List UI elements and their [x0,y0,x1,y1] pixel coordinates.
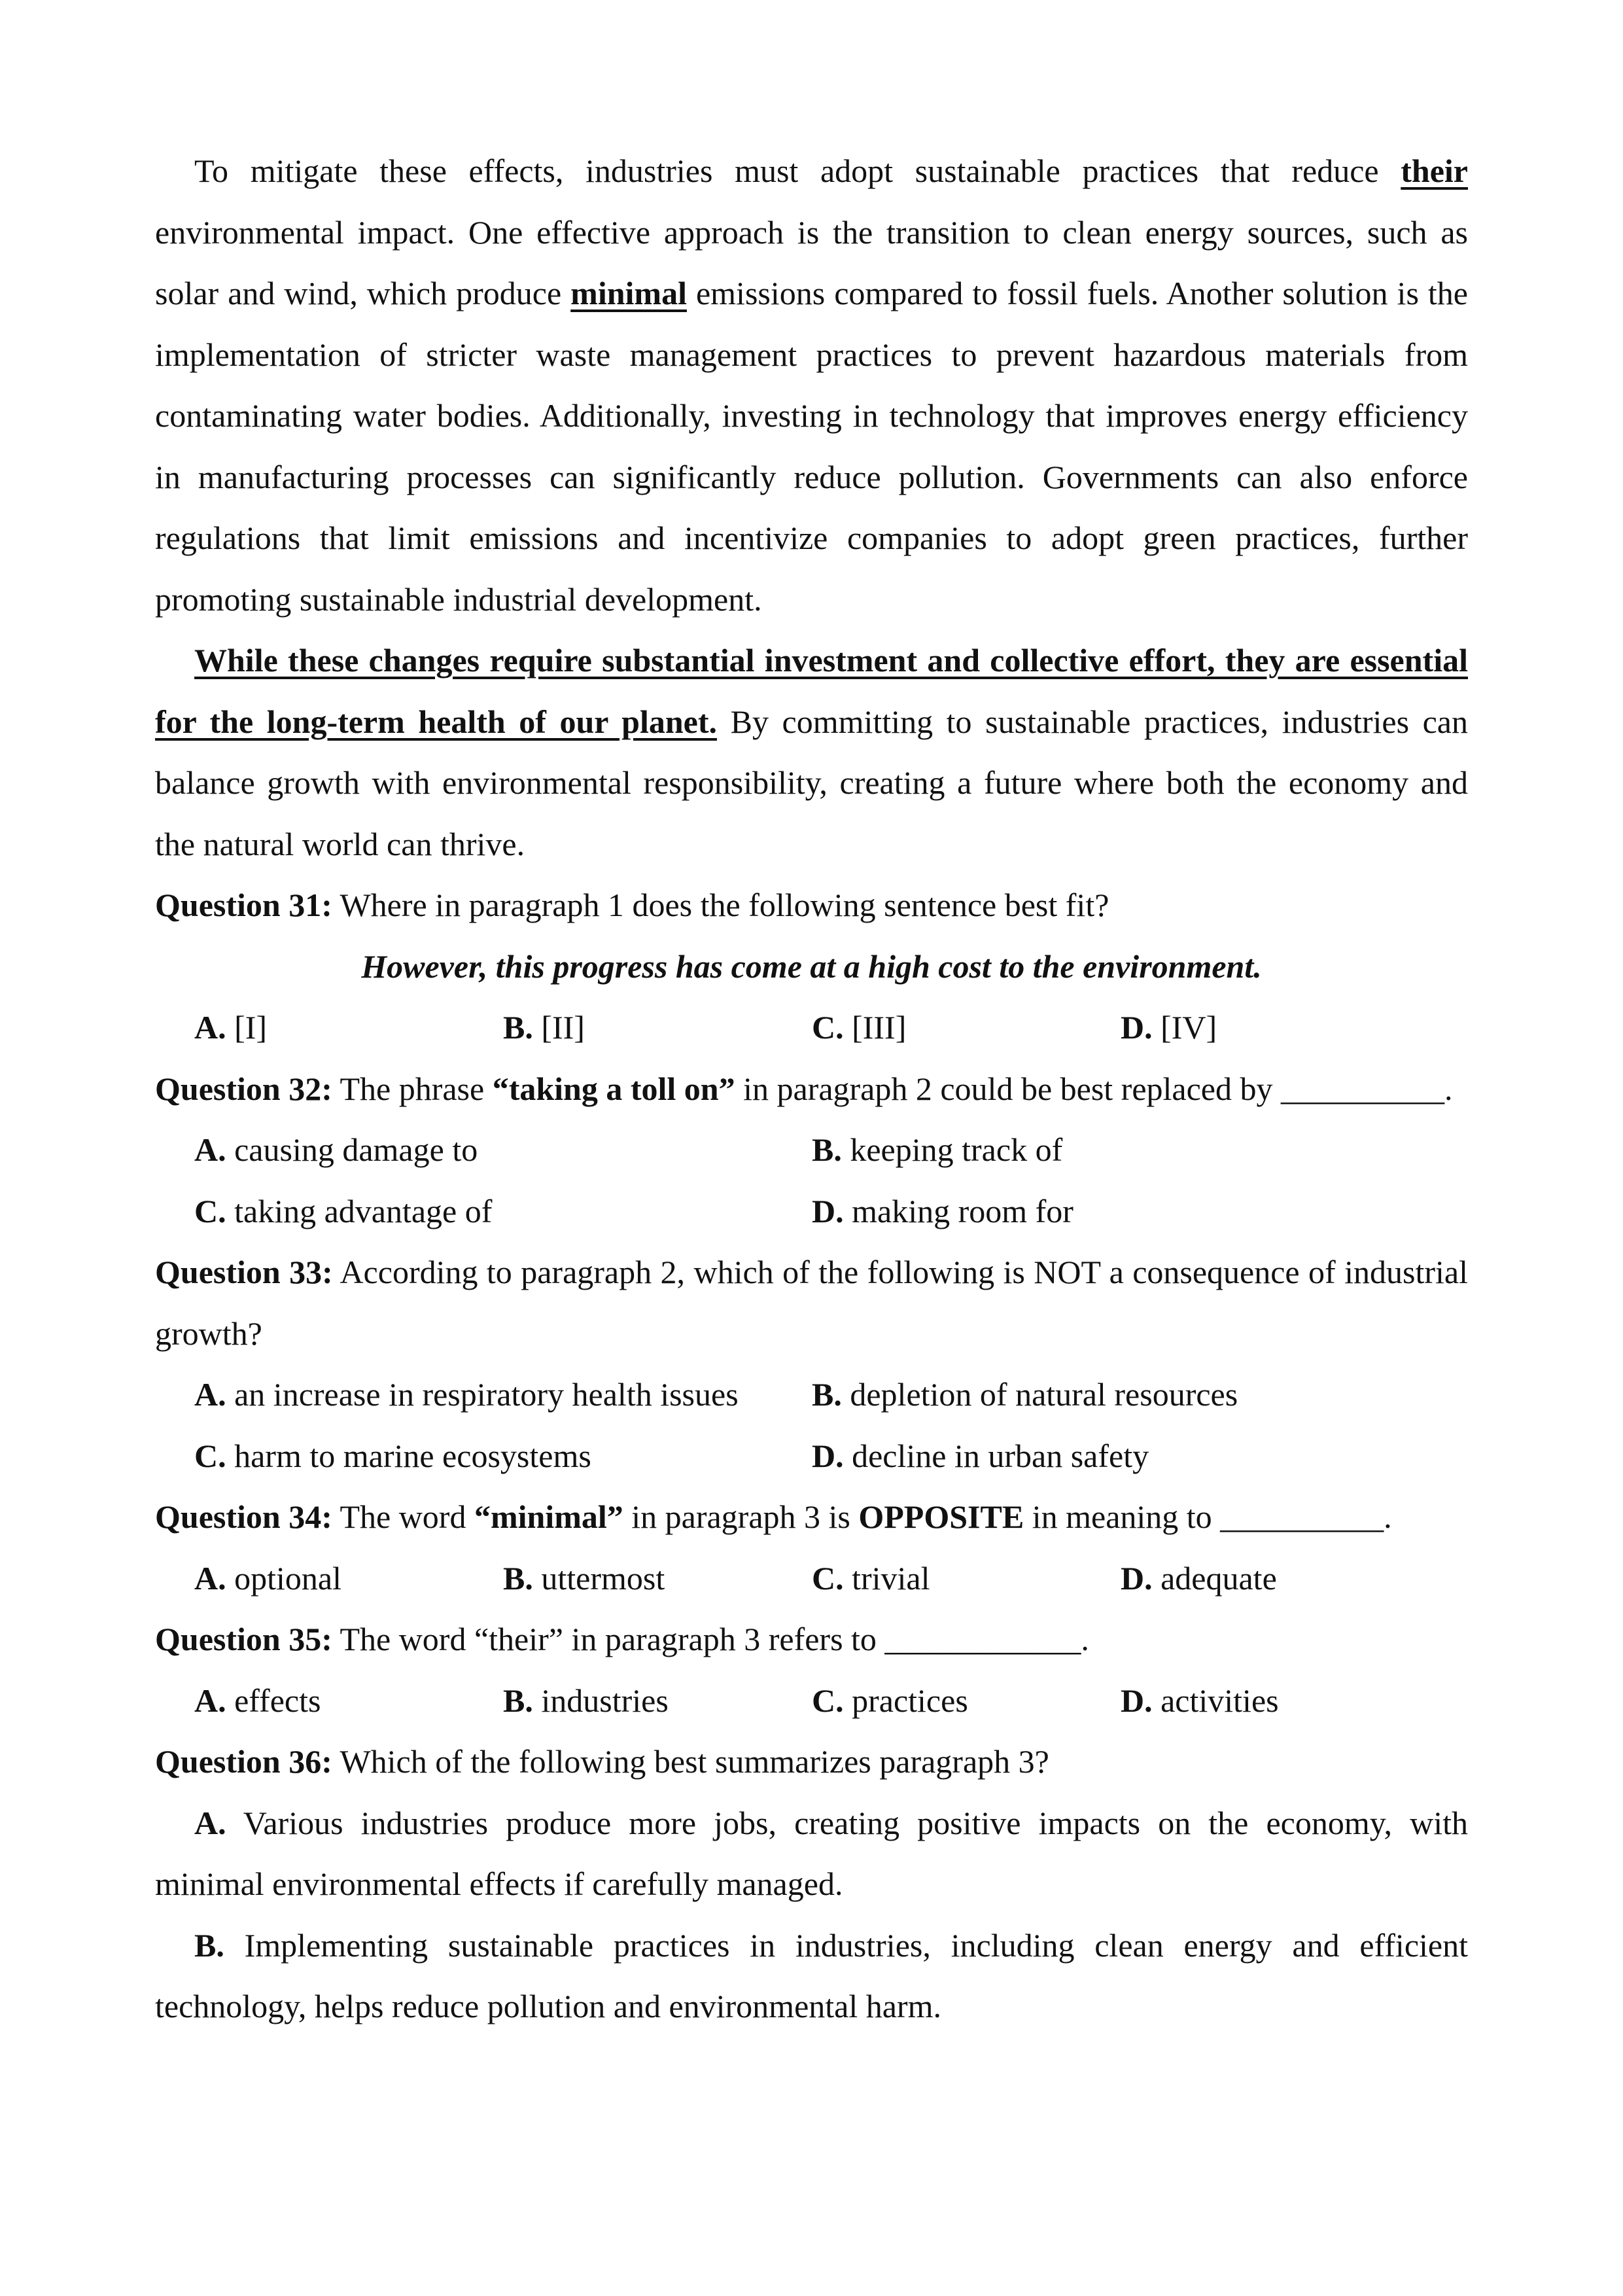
p3-rest: emissions compared to fossil fuels. Another solution is the implementation of stricter waste management practices to prevent hazardous materials from contaminating water bodies. Additionally, investing in technology that improves energy efficiency in manufacturing processes can significantly reduce pollution. Governments can also enforce regulations that limit emissions and incentivize companies to adopt green practices, further promoting sustainable industrial development. [155,275,1468,618]
option-letter: A. [194,1804,226,1841]
question-32-text: The phrase [332,1070,493,1107]
question-32-stem [155,1059,1468,1120]
option-c[interactable] [812,997,1121,1059]
question-31-sentence: However, this progress has come at a high cost to the environment. [361,947,1262,985]
option-letter: A. [194,1131,226,1168]
option-letter: D. [812,1192,844,1229]
option-letter: B. [812,1376,842,1413]
question-34-options [155,1548,1468,1610]
option-b[interactable] [503,997,812,1059]
option-a[interactable] [194,1548,503,1610]
question-31 [155,875,1468,1059]
option-letter: B. [503,1682,533,1719]
question-34-text-after: in meaning to __________. [1024,1498,1392,1535]
question-35-stem [155,1609,1468,1670]
passage-paragraph-4 [155,630,1468,875]
option-text: [II] [532,1009,585,1046]
question-35 [155,1609,1468,1731]
option-d[interactable] [812,1426,1429,1487]
question-34-label: Question 34: [155,1498,332,1535]
option-d[interactable] [812,1181,1429,1243]
question-35-label: Question 35: [155,1621,332,1657]
option-text: adequate [1152,1559,1277,1597]
p3-mid: environmental impact. One effective approach is the transition to clean energy sources, such as solar and wind, which produce [155,213,1468,311]
question-33 [155,1242,1468,1487]
question-31-text: Where in paragraph 1 does the following sentence best fit? [332,887,1109,923]
p4-highlight-sentence: While these changes require substantial investment and collective effort, they are essential for the long-term health of our planet. [155,642,1468,740]
option-a[interactable] [194,1120,812,1181]
question-36 [155,1731,1468,2038]
p3-word-minimal: minimal [570,275,687,311]
option-c[interactable] [194,1426,812,1487]
passage-paragraph-3 [155,141,1468,630]
question-34 [155,1487,1468,1609]
option-text: harm to marine ecosystems [226,1437,591,1474]
question-36-stem [155,1731,1468,1793]
p4-rest: By committing to sustainable practices, industries can balance growth with environmental responsibility, creating a future where both the economy and the natural world can thrive. [155,703,1468,862]
option-letter: A. [194,1682,226,1719]
question-32 [155,1059,1468,1243]
option-text: [III] [843,1009,907,1046]
option-a[interactable] [194,997,503,1059]
option-text: taking advantage of [226,1192,493,1229]
option-text: effects [226,1682,321,1719]
question-35-options [155,1670,1468,1732]
question-34-word: “minimal” [474,1498,623,1535]
option-a[interactable] [194,1364,812,1426]
question-33-text: According to paragraph 2, which of the following is NOT a consequence of industrial growth? [155,1254,1468,1352]
question-36-label: Question 36: [155,1743,332,1780]
option-text: causing damage to [226,1131,478,1168]
option-text: decline in urban safety [843,1437,1149,1474]
option-text: uttermost [532,1559,665,1597]
option-letter: A. [194,1559,226,1597]
p3-word-their: their [1401,152,1468,189]
option-text: activities [1152,1682,1279,1719]
option-d[interactable] [1121,1548,1429,1610]
question-34-text-mid: in paragraph 3 is [623,1498,859,1535]
question-33-options-row-2 [155,1426,1468,1487]
option-letter: B. [812,1131,842,1168]
option-letter: A. [194,1009,226,1046]
question-34-keyword: OPPOSITE [858,1498,1024,1535]
option-text: practices [843,1682,968,1719]
option-b[interactable] [155,1915,1468,2038]
option-letter: D. [1121,1009,1153,1046]
question-31-stem [155,875,1468,936]
option-text: Various industries produce more jobs, creating positive impacts on the economy, with minimal environmental effects if carefully managed. [155,1804,1468,1902]
option-letter: D. [1121,1682,1153,1719]
option-letter: C. [812,1682,844,1719]
option-text: [I] [226,1009,268,1046]
option-c[interactable] [194,1181,812,1243]
question-34-text: The word [332,1498,474,1535]
option-c[interactable] [812,1670,1121,1732]
option-text: optional [226,1559,341,1597]
question-33-label: Question 33: [155,1254,333,1290]
question-32-label: Question 32: [155,1070,332,1107]
option-letter: D. [1121,1559,1153,1597]
option-a[interactable] [194,1670,503,1732]
option-text: Implementing sustainable practices in industries, including clean energy and efficient technology, helps reduce pollution and environmental harm. [155,1926,1468,2024]
option-text: making room for [843,1192,1073,1229]
option-b[interactable] [812,1364,1429,1426]
option-text: industries [532,1682,669,1719]
option-letter: C. [194,1192,226,1229]
option-letter: A. [194,1376,226,1413]
option-letter: C. [812,1009,844,1046]
question-31-options [155,997,1468,1059]
option-b[interactable] [503,1670,812,1732]
option-b[interactable] [812,1120,1429,1181]
option-text: an increase in respiratory health issues [226,1376,739,1413]
question-32-options-row-2 [155,1181,1468,1243]
option-letter: B. [503,1559,533,1597]
option-b[interactable] [503,1548,812,1610]
option-letter: B. [503,1009,533,1046]
option-a[interactable] [155,1793,1468,1915]
option-d[interactable] [1121,997,1429,1059]
question-33-options-row-1 [155,1364,1468,1426]
option-text: keeping track of [841,1131,1063,1168]
question-31-label: Question 31: [155,887,332,923]
question-32-phrase: “taking a toll on” [492,1070,735,1107]
question-34-stem [155,1487,1468,1548]
question-36-text: Which of the following best summarizes paragraph 3? [332,1743,1049,1780]
option-letter: D. [812,1437,844,1474]
option-text: depletion of natural resources [841,1376,1238,1413]
question-35-text: The word “their” in paragraph 3 refers to ____________. [332,1621,1089,1657]
option-letter: B. [194,1926,224,1964]
option-c[interactable] [812,1548,1121,1610]
p3-start: To mitigate these effects, industries must adopt sustainable practices that reduce [194,152,1401,189]
question-33-stem [155,1242,1468,1364]
question-32-text-after: in paragraph 2 could be best replaced by __________. [735,1070,1453,1107]
option-text: trivial [843,1559,930,1597]
option-text: [IV] [1152,1009,1217,1046]
option-letter: C. [812,1559,844,1597]
option-letter: C. [194,1437,226,1474]
option-d[interactable] [1121,1670,1429,1732]
question-32-options-row-1 [155,1120,1468,1181]
